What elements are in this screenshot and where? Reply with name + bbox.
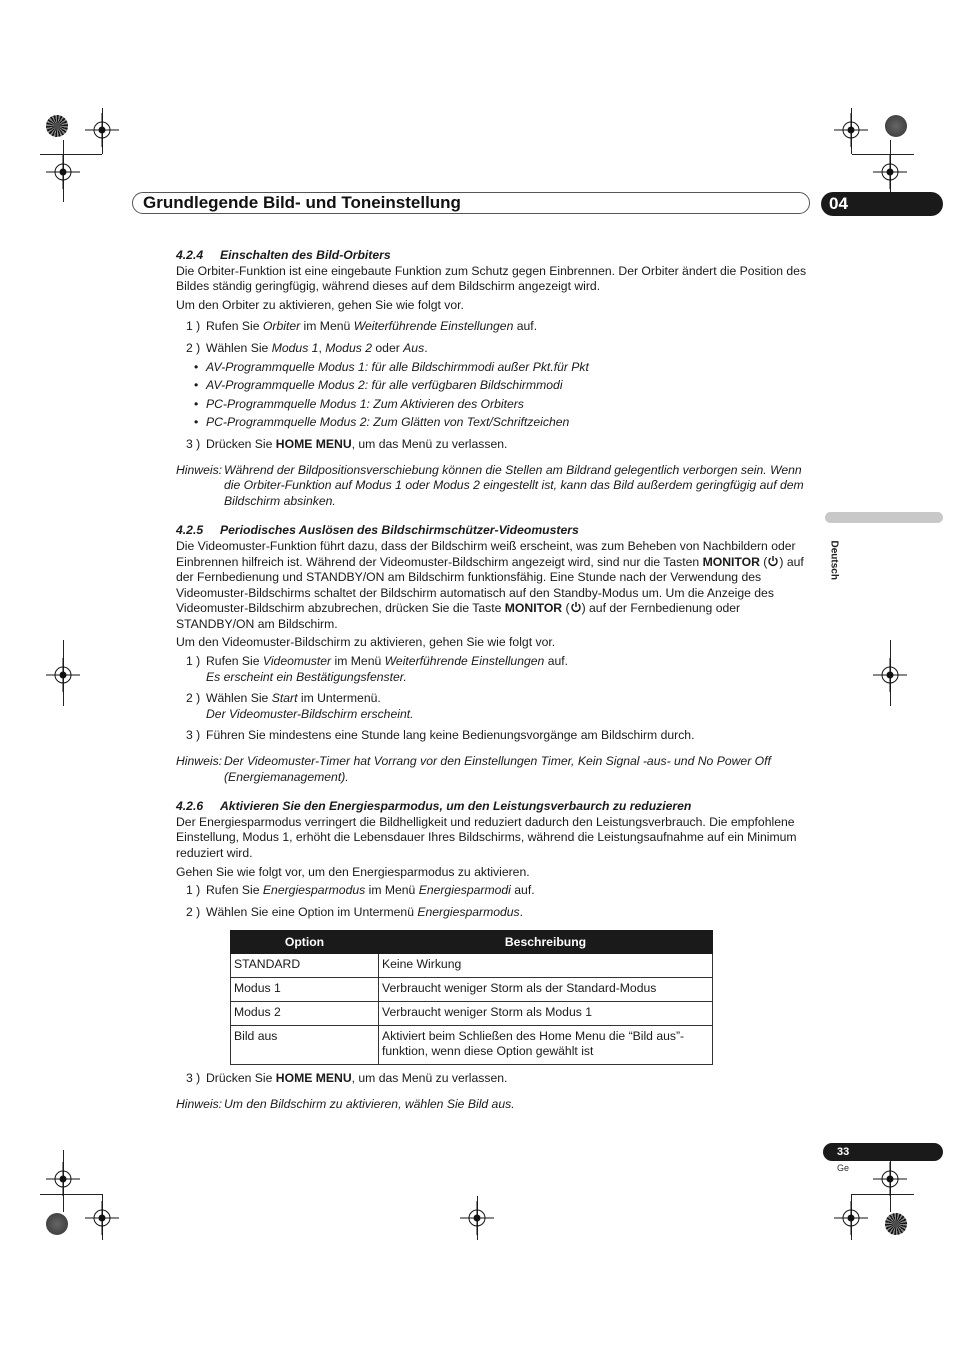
- table-row: [231, 978, 713, 1002]
- step-item: 3 ) Führen Sie mindestens eine Stunde lang keine Bedienungsvorgänge am Bildschirm durch.: [186, 728, 695, 743]
- step-item: 3 ) Drücken Sie HOME MENU, um das Menü zu verlassen.: [186, 436, 508, 451]
- page-title: Grundlegende Bild- und Toneinstellung: [143, 193, 461, 212]
- options-table: [230, 930, 713, 1065]
- step-item: 1 ) Rufen Sie Orbiter im Menü Weiterführende Einstellungen auf.: [186, 319, 538, 334]
- chapter-title-bar: [132, 192, 810, 214]
- step-item: 1 ) Rufen Sie Videomuster im Menü Weiterführende Einstellungen auf.: [186, 654, 569, 669]
- table-header: Beschreibung: [379, 931, 713, 954]
- note: Hinweis: Während der Bildpositionsverschiebung können die Stellen am Bildrand gelegentlich verborgen sein. Wenn die Orbiter-Funktion auf Modus 1 oder Modus 2 eingestellt ist, kann das Bild außerdem geringfügig auf dem Bildschirm absinken.: [176, 462, 804, 508]
- registration-target-icon: [834, 113, 868, 147]
- table-cell: Modus 2: [231, 1002, 379, 1026]
- step-item: 3 ) Drücken Sie HOME MENU, um das Menü zu verlassen.: [186, 1071, 508, 1086]
- table-cell: Bild aus: [231, 1026, 379, 1065]
- paragraph: Um den Orbiter zu aktivieren, gehen Sie wie folgt vor.: [176, 297, 464, 312]
- color-dial-icon: [885, 1213, 907, 1235]
- registration-target-icon: [873, 155, 907, 189]
- table-cell: Verbraucht weniger Storm als Modus 1: [379, 1002, 713, 1026]
- step-result: Es erscheint ein Bestätigungsfenster.: [206, 669, 407, 684]
- table-cell: STANDARD: [231, 954, 379, 978]
- registration-target-icon: [460, 1201, 494, 1235]
- power-icon: [570, 601, 582, 613]
- registration-target-icon: [46, 658, 80, 692]
- language-label: Deutsch: [828, 540, 840, 580]
- table-header: Option: [231, 931, 379, 954]
- paragraph: Die Videomuster-Funktion führt dazu, dass der Bildschirm weiß erscheint, was zum Beheben von Nachbildern oder Einbrennen hilfreich ist. Während der Videomuster-Bildschirm angezeigt wird, sind nur die Tasten MONITOR ( ) auf der Fernbedienung und STANDBY/ON am Bildschirm funktionsfähig. Eine Stunde nach der Verwendung des Videomuster-Bildschirms schaltet der Bildschirm automatisch auf den Standby-Modus um. Um die Anzeige des Videomuster-Bildschirm abzubrechen, drücken Sie die Taste MONITOR ( ) auf der Fernbedienung oder STANDBY/ON am Bildschirm.: [176, 538, 804, 631]
- step-result: Der Videomuster-Bildschirm erscheint.: [206, 706, 414, 721]
- registration-target-icon: [46, 1162, 80, 1196]
- power-icon: [767, 555, 779, 567]
- step-item: 2 ) Wählen Sie Modus 1, Modus 2 oder Aus.: [186, 340, 428, 355]
- color-dial-icon: [885, 115, 907, 137]
- page-number-badge: [823, 1143, 943, 1161]
- table-cell: Verbraucht weniger Storm als der Standard-Modus: [379, 978, 713, 1002]
- list-item: • PC-Programmquelle Modus 1: Zum Aktivieren des Orbiters: [176, 397, 812, 413]
- color-dial-icon: [46, 1213, 68, 1235]
- paragraph: Gehen Sie wie folgt vor, um den Energiesparmodus zu aktivieren.: [176, 864, 530, 879]
- language-tab: [825, 512, 943, 523]
- section-heading: 4.2.6 Aktivieren Sie den Energiesparmodus, um den Leistungsverbaurch zu reduzieren: [176, 799, 692, 814]
- registration-target-icon: [873, 1162, 907, 1196]
- step-item: 2 ) Wählen Sie Start im Untermenü.: [186, 691, 381, 706]
- registration-target-icon: [834, 1201, 868, 1235]
- page-content: [176, 248, 812, 1113]
- section-heading: 4.2.5 Periodisches Auslösen des Bildschirmschützer-Videomusters: [176, 523, 579, 538]
- note: Hinweis: Um den Bildschirm zu aktivieren, wählen Sie Bild aus.: [176, 1096, 515, 1111]
- chapter-badge: [821, 192, 943, 216]
- step-item: 1 ) Rufen Sie Energiesparmodus im Menü Energiesparmodi auf.: [186, 883, 535, 898]
- table-row: [231, 1026, 713, 1065]
- registration-target-icon: [873, 658, 907, 692]
- page-number: 33: [837, 1146, 850, 1158]
- chapter-number: 04: [829, 194, 848, 213]
- registration-target-icon: [85, 1201, 119, 1235]
- table-cell: Modus 1: [231, 978, 379, 1002]
- section-heading: 4.2.4 Einschalten des Bild-Orbiters: [176, 248, 391, 262]
- table-header-row: [231, 931, 713, 954]
- list-item: • AV-Programmquelle Modus 1: für alle Bildschirmmodi außer Pkt.für Pkt: [176, 360, 812, 376]
- registration-target-icon: [46, 155, 80, 189]
- table-row: [231, 1002, 713, 1026]
- list-item: • PC-Programmquelle Modus 2: Zum Glätten von Text/Schriftzeichen: [176, 415, 812, 431]
- paragraph: Um den Videomuster-Bildschirm zu aktivieren, gehen Sie wie folgt vor.: [176, 635, 556, 650]
- table-cell: Aktiviert beim Schließen des Home Menu die “Bild aus”-funktion, wenn diese Option gewählt ist: [379, 1026, 713, 1065]
- list-item: • AV-Programmquelle Modus 2: für alle verfügbaren Bildschirmmodi: [176, 378, 812, 394]
- table-row: [231, 954, 713, 978]
- table-cell: Keine Wirkung: [379, 954, 713, 978]
- step-item: 2 ) Wählen Sie eine Option im Untermenü Energiesparmodus.: [186, 904, 524, 919]
- paragraph: Der Energiesparmodus verringert die Bildhelligkeit und reduziert dadurch den Leistungsverbrauch. Die empfohlene Einstellung, Modus 1, erhöht die Lebensdauer Ihres Bildschirms, während die Leistungsaufnahme auf ein Minimum reduziert wird.: [176, 814, 797, 860]
- language-code: Ge: [837, 1163, 850, 1173]
- paragraph: Die Orbiter-Funktion ist eine eingebaute Funktion zum Schutz gegen Einbrennen. Der Orbiter ändert die Position des Bildes ständig geringfügig, während dieses auf dem Bildschirm angezeigt wird.: [176, 263, 807, 294]
- color-dial-icon: [46, 115, 68, 137]
- registration-target-icon: [85, 113, 119, 147]
- note: Hinweis: Der Videomuster-Timer hat Vorrang vor den Einstellungen Timer, Kein Signal -aus- und No Power Off (Energiemanagement).: [176, 754, 771, 784]
